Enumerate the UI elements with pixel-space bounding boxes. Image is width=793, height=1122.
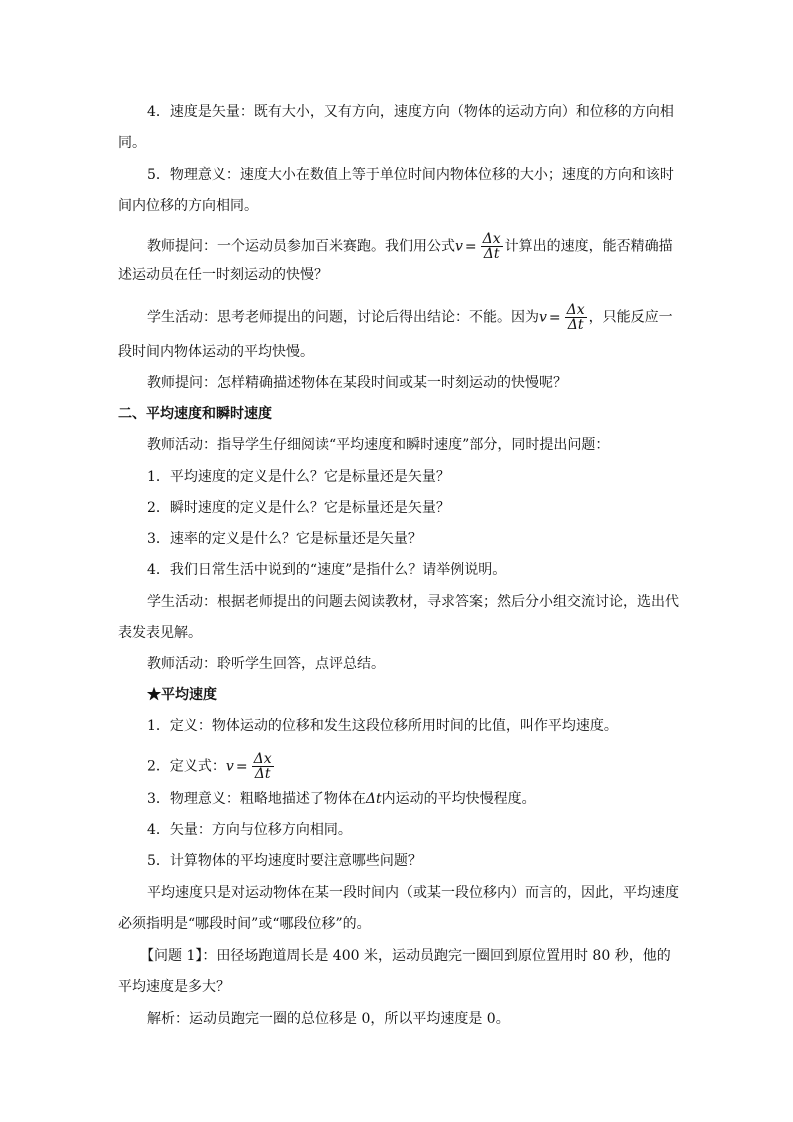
average-velocity-note-continued: 必须指明是“哪段时间”或“哪段位移”的。: [118, 916, 371, 932]
student-activity-1-continued: 段时间内物体运动的平均快慢。: [118, 344, 314, 360]
formula-v: v: [539, 309, 547, 326]
teacher-activity-2: 教师活动：聆听学生回答，点评总结。: [147, 656, 385, 672]
formula-fraction: [252, 752, 274, 781]
formula-fraction: [565, 303, 587, 332]
problem-1-continued: 平均速度是多大？: [118, 979, 230, 995]
teacher-question-2: 教师提问：怎样精确描述物体在某段时间或某一时刻运动的快慢呢？: [147, 375, 567, 391]
formula-numerator: Δx: [566, 302, 585, 318]
student-activity-1-text: 学生活动：思考老师提出的问题，讨论后得出结论：不能。因为: [147, 309, 539, 326]
point-5-continued: 间内位移的方向相同。: [118, 198, 258, 214]
student-activity-2: 学生活动：根据老师提出的问题去阅读教材，寻求答案；然后分小组交流讨论，选出代: [147, 594, 679, 610]
calculation-item: 5．计算物体的平均速度时要注意哪些问题？: [147, 853, 422, 869]
question-item-1: 1．平均速度的定义是什么？它是标量还是矢量？: [147, 469, 450, 485]
question-item-2: 2．瞬时速度的定义是什么？它是标量还是矢量？: [147, 500, 450, 516]
teacher-activity-1: 教师活动：指导学生仔细阅读“平均速度和瞬时速度”部分，同时提出问题：: [147, 437, 610, 453]
formula-equals: =: [548, 309, 561, 326]
physical-meaning: [147, 790, 536, 808]
definition-formula-label: 2．定义式：: [147, 758, 226, 775]
teacher-question-1: [147, 232, 673, 261]
problem-1: 【问题 1】：田径场跑道周长是 400 米，运动员跑完一圈回到原位置用时 80 秒，他的: [140, 948, 671, 964]
student-activity-2-continued: 表发表见解。: [118, 625, 202, 641]
physical-meaning-text: 3．物理意义：粗略地描述了物体在: [147, 791, 366, 807]
formula-fraction: [481, 232, 503, 261]
delta-t-symbol: Δt: [365, 791, 382, 807]
student-activity-1: [147, 303, 673, 332]
formula-numerator: Δx: [482, 231, 501, 247]
average-velocity-note: 平均速度只是对运动物体在某一段时间内（或某一段位移内）而言的，因此，平均速度: [147, 885, 679, 901]
point-4-vector: 4．速度是矢量：既有大小，又有方向，速度方向（物体的运动方向）和位移的方向相: [147, 104, 674, 120]
question-item-3: 3．速率的定义是什么？它是标量还是矢量？: [147, 531, 422, 547]
vector-item: 4．矢量：方向与位移方向相同。: [147, 822, 352, 838]
formula-equals: =: [235, 758, 248, 775]
section-heading: 二、平均速度和瞬时速度: [118, 406, 272, 422]
teacher-question-1-rest: 计算出的速度，能否精确描: [504, 238, 673, 255]
point-5-meaning: 5．物理意义：速度大小在数值上等于单位时间内物体位移的大小；速度的方向和该时: [147, 167, 674, 183]
formula-numerator: Δx: [253, 751, 272, 767]
formula-v: v: [455, 238, 463, 255]
definition-formula: [147, 752, 276, 781]
problem-1-solution: 解析：运动员跑完一圈的总位移是 0，所以平均速度是 0。: [147, 1011, 510, 1027]
student-activity-1-rest: ，只能反应一: [588, 309, 673, 326]
teacher-question-1-text: 教师提问：一个运动员参加百米赛跑。我们用公式: [147, 238, 455, 255]
question-item-4: 4．我们日常生活中说到的“速度”是指什么？请举例说明。: [147, 562, 507, 578]
formula-v: v: [225, 758, 234, 775]
formula-denominator: Δt: [254, 766, 271, 782]
point-4-continued: 同。: [118, 135, 146, 151]
subheading-average-velocity: ★平均速度: [147, 687, 217, 703]
formula-denominator: Δt: [567, 317, 584, 333]
teacher-question-1-continued: 述运动员在任一时刻运动的快慢？: [118, 267, 328, 283]
formula-denominator: Δt: [483, 246, 500, 262]
formula-equals: =: [464, 238, 477, 255]
definition-item: 1．定义：物体运动的位移和发生这段位移所用时间的比值，叫作平均速度。: [147, 718, 618, 734]
physical-meaning-rest: 内运动的平均快慢程度。: [381, 791, 536, 807]
